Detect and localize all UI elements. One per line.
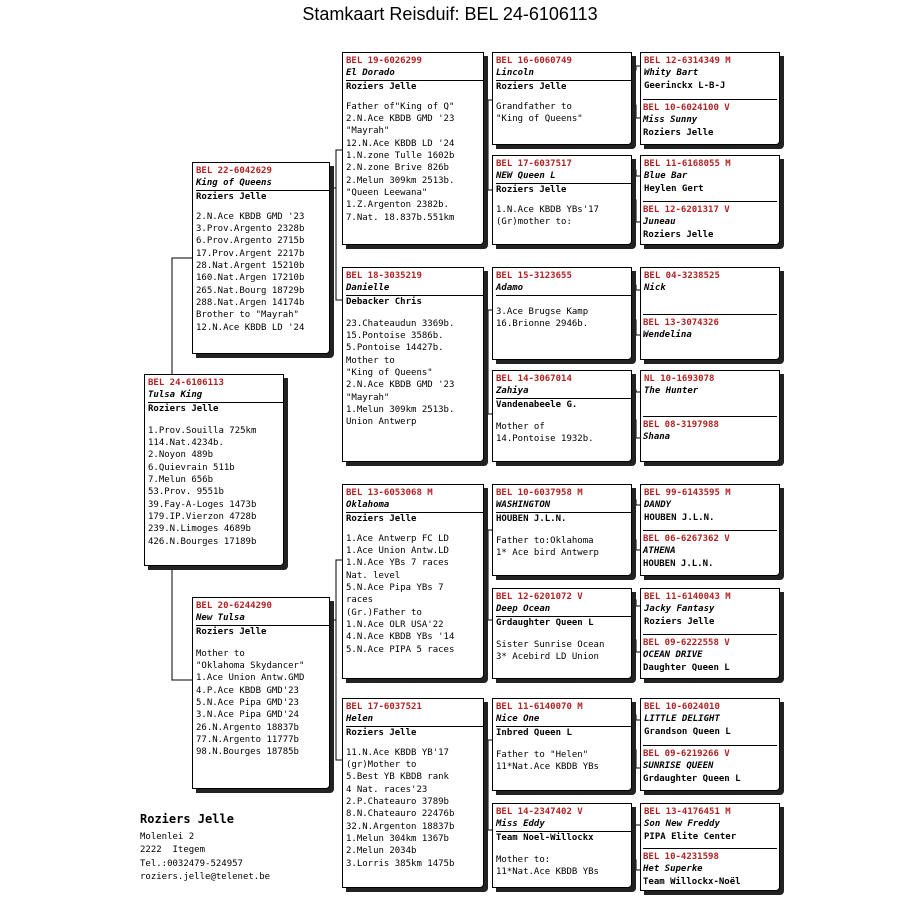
pigeon-name: Wendelina [643, 330, 692, 341]
ring-number: BEL 17-6037521 [346, 702, 422, 712]
owner: Team Willockx-Noël [643, 876, 741, 887]
owner: Inbred Queen L [496, 727, 572, 738]
pigeon-name: The Hunter [644, 386, 699, 397]
pigeon-name: Shana [643, 432, 671, 443]
gen3-card-5[interactable] [492, 484, 632, 576]
mother-card[interactable] [192, 597, 330, 789]
pigeon-name: Lincoln [496, 67, 631, 80]
ring-number: BEL 09-6219266 V [643, 749, 730, 759]
gen4-pair-5[interactable] [640, 484, 780, 576]
breeder-city: 2222 Itegem [140, 845, 206, 856]
owner: Roziers Jelle [148, 403, 219, 414]
gen4-pair-8[interactable] [640, 803, 780, 891]
gen4-pair-4[interactable] [640, 370, 780, 462]
pigeon-name: Oklahoma [346, 499, 483, 512]
performance-info: Father to:Oklahoma 1* Ace bird Antwerp [496, 535, 599, 559]
ring-number: BEL 12-6201072 V [496, 592, 583, 602]
gen3-card-7[interactable] [492, 698, 632, 791]
performance-info: Sister Sunrise Ocean 3* Acebird LD Union [496, 639, 605, 663]
performance-info: 11.N.Ace KBDB YB'17 (gr)Mother to 5.Best YB KBDB rank 4 Nat. races'23 2.P.Chateauro 3789b 8.N.Chateauro 22476b 32.N.Argenton 18837b 1.Melun 304km 1367b 2.Melun 2034b 3.Lorris 385km 1475b [346, 747, 455, 869]
performance-info: 23.Chateaudun 3369b. 15.Pontoise 3586b. 5.Pontoise 14427b. Mother to "King of Queens" 2.N.Ace KBDB GMD '23 "Mayrah" 1.Melun 309km 2513b. Union Antwerp [346, 318, 455, 428]
owner: Roziers Jelle [346, 81, 417, 92]
performance-info: Mother to "Oklahoma Skydancer" 1.Ace Union Antw.GMD 4.P.Ace KBDB GMD'23 5.N.Ace Pipa GMD'23 3.N.Ace Pipa GMD'24 26.N.Argento 18837b 77.N.Argento 11777b 98.N.Bourges 18785b [196, 648, 305, 758]
gen3-card-8[interactable] [492, 803, 632, 888]
pigeon-name: Zahiya [496, 385, 631, 398]
father-father-card[interactable] [342, 52, 484, 245]
pigeon-name: SUNRISE QUEEN [643, 761, 714, 772]
gen3-card-6[interactable] [492, 588, 632, 679]
gen4-pair-1[interactable] [640, 52, 780, 145]
pigeon-name: NEW Queen L [496, 170, 631, 183]
pigeon-name: Whity Bart [644, 68, 699, 79]
pigeon-name: OCEAN DRIVE [643, 650, 703, 661]
ring-number: BEL 15-3123655 [496, 271, 572, 281]
ring-number: BEL 22-6042629 [196, 166, 272, 176]
ring-number: NL 10-1693078 [644, 374, 715, 384]
gen4-pair-6[interactable] [640, 588, 780, 679]
owner: Team Noel-Willockx [496, 832, 594, 843]
gen4-pair-7[interactable] [640, 698, 780, 791]
pigeon-name: King of Queens [196, 177, 329, 190]
breeder-name: Roziers Jelle [140, 812, 234, 826]
owner: PIPA Elite Center [644, 831, 737, 842]
breeder-contact [140, 813, 270, 885]
subject-card[interactable] [144, 374, 284, 566]
pigeon-name: Miss Eddy [496, 818, 631, 831]
pigeon-name: Son New Freddy [644, 819, 720, 830]
ring-number: BEL 10-4231598 [643, 852, 719, 862]
performance-info: 1.Ace Antwerp FC LD 1.Ace Union Antw.LD 1.N.Ace YBs 7 races Nat. level 5.N.Ace Pipa YBs 7 races (Gr.)Father to 1.N.Ace OLR USA'22 4.N.Ace KBDB YBs '14 5.N.Ace PIPA 5 races [346, 533, 455, 655]
owner: Roziers Jelle [643, 229, 714, 240]
owner: Roziers Jelle [196, 191, 267, 202]
pigeon-name: WASHINGTON [496, 499, 631, 512]
mother-father-card[interactable] [342, 484, 484, 679]
ring-number: BEL 11-6140070 M [496, 702, 583, 712]
performance-info: 3.Ace Brugse Kamp 16.Brionne 2946b. [496, 306, 589, 329]
pigeon-name: Helen [346, 713, 483, 726]
ring-number: BEL 19-6026299 [346, 56, 422, 66]
ring-number: BEL 08-3197988 [643, 420, 719, 430]
ring-number: BEL 10-6037958 M [496, 488, 583, 498]
pigeon-name: ATHENA [643, 546, 676, 557]
gen3-card-1[interactable] [492, 52, 632, 145]
pigeon-name: Jacky Fantasy [644, 604, 715, 615]
owner: HOUBEN J.L.N. [644, 512, 715, 523]
pigeon-name: Juneau [643, 217, 676, 228]
pigeon-name: LITTLE DELIGHT [644, 714, 720, 725]
breeder-email[interactable]: roziers.jelle@telenet.be [140, 872, 271, 883]
gen3-card-4[interactable] [492, 370, 632, 462]
pigeon-name: DANDY [644, 500, 672, 511]
ring-number: BEL 09-6222558 V [643, 638, 730, 648]
owner: HOUBEN J.L.N. [643, 558, 714, 569]
ring-number: BEL 13-4176451 M [644, 807, 731, 817]
ring-number: BEL 99-6143595 M [644, 488, 731, 498]
owner: Roziers Jelle [196, 626, 267, 637]
ring-number: BEL 11-6168055 M [644, 159, 731, 169]
pigeon-name: Het Superke [643, 864, 703, 875]
performance-info: 1.N.Ace KBDB YBs'17 (Gr)mother to: [496, 204, 599, 228]
gen3-card-3[interactable] [492, 267, 632, 360]
ring-number: BEL 13-3074326 [643, 318, 719, 328]
ring-number: BEL 24-6106113 [148, 378, 224, 388]
father-mother-card[interactable] [342, 267, 484, 462]
performance-info: Grandfather to "King of Queens" [496, 101, 583, 125]
owner: Roziers Jelle [346, 727, 417, 738]
owner: HOUBEN J.L.N. [496, 513, 567, 524]
ring-number: BEL 06-6267362 V [643, 534, 730, 544]
owner: Vandenabeele G. [496, 399, 578, 410]
owner: Geerinckx L-B-J [644, 80, 726, 91]
father-card[interactable] [192, 162, 330, 354]
page-title: Stamkaart Reisduif: BEL 24-6106113 [302, 4, 598, 24]
breeder-street: Molenlei 2 [140, 831, 195, 842]
owner: Debacker Chris [346, 296, 422, 307]
owner: Roziers Jelle [496, 184, 567, 195]
pigeon-name: Miss Sunny [643, 115, 698, 126]
pigeon-name: Danielle [346, 282, 483, 295]
gen4-pair-3[interactable] [640, 267, 780, 360]
owner: Grdaughter Queen L [496, 617, 594, 628]
ring-number: BEL 13-6053068 M [346, 488, 433, 498]
ring-number: BEL 14-2347402 V [496, 807, 583, 817]
owner: Roziers Jelle [643, 127, 714, 138]
owner: Grandson Queen L [644, 726, 731, 737]
performance-info: 2.N.Ace KBDB GMD '23 3.Prov.Argento 2328b 6.Prov.Argento 2715b 17.Prov.Argent 2217b 28.Nat.Argent 15210b 160.Nat.Argen 17210b 265.Nat.Bourg 18729b 288.Nat.Argen 14174b Brother to "Mayrah" 12.N.Ace KBDB LD '24 [196, 211, 305, 333]
mother-mother-card[interactable] [342, 698, 484, 888]
ring-number: BEL 16-6060749 [496, 56, 572, 66]
ring-number: BEL 04-3238525 [644, 271, 720, 281]
ring-number: BEL 12-6314349 M [644, 56, 731, 66]
performance-info: Mother of 14.Pontoise 1932b. [496, 421, 594, 445]
performance-info: Father to "Helen" 11*Nat.Ace KBDB YBs [496, 749, 599, 773]
owner: Heylen Gert [644, 183, 704, 194]
pigeon-name: Blue Bar [644, 171, 688, 182]
performance-info: 1.Prov.Souilla 725km 114.Nat.4234b. 2.Noyon 489b 6.Quievrain 511b 7.Melun 656b 53.Prov. 9551b 39.Fay-A-Loges 1473b 179.IP.Vierzon 4728b 239.N.Limoges 4689b 426.N.Bourges 17189b [148, 425, 257, 547]
pigeon-name: El Dorado [346, 67, 483, 80]
ring-number: BEL 17-6037517 [496, 159, 572, 169]
owner: Grdaughter Queen L [643, 773, 741, 784]
pigeon-name: Adamo [496, 282, 631, 295]
performance-info: Mother to: 11*Nat.Ace KBDB YBs [496, 854, 599, 878]
ring-number: BEL 10-6024100 V [643, 103, 730, 113]
ring-number: BEL 12-6201317 V [643, 205, 730, 215]
owner: Daughter Queen L [643, 662, 730, 673]
ring-number: BEL 18-3035219 [346, 271, 422, 281]
gen3-card-2[interactable] [492, 155, 632, 245]
breeder-phone: Tel.:0032479-524957 [140, 858, 243, 869]
pigeon-name: Nice One [496, 713, 631, 726]
pigeon-name: New Tulsa [196, 612, 329, 625]
ring-number: BEL 10-6024010 [644, 702, 720, 712]
ring-number: BEL 11-6140043 M [644, 592, 731, 602]
pigeon-name: Tulsa King [148, 389, 283, 402]
ring-number: BEL 20-6244290 [196, 601, 272, 611]
owner: Roziers Jelle [346, 513, 417, 524]
pigeon-name: Nick [644, 283, 666, 294]
ring-number: BEL 14-3067014 [496, 374, 572, 384]
owner: Roziers Jelle [644, 616, 715, 627]
gen4-pair-2[interactable] [640, 155, 780, 245]
owner: Roziers Jelle [496, 81, 567, 92]
pigeon-name: Deep Ocean [496, 603, 631, 616]
performance-info: Father of"King of Q" 2.N.Ace KBDB GMD '23 "Mayrah" 12.N.Ace KBDB LD '24 1.N.zone Tulle 1602b 2.N.zone Brive 826b 2.Melun 309km 2513b. "Queen Leewana" 1.Z.Argenton 2382b. 7.Nat. 18.837b.551km [346, 101, 455, 223]
